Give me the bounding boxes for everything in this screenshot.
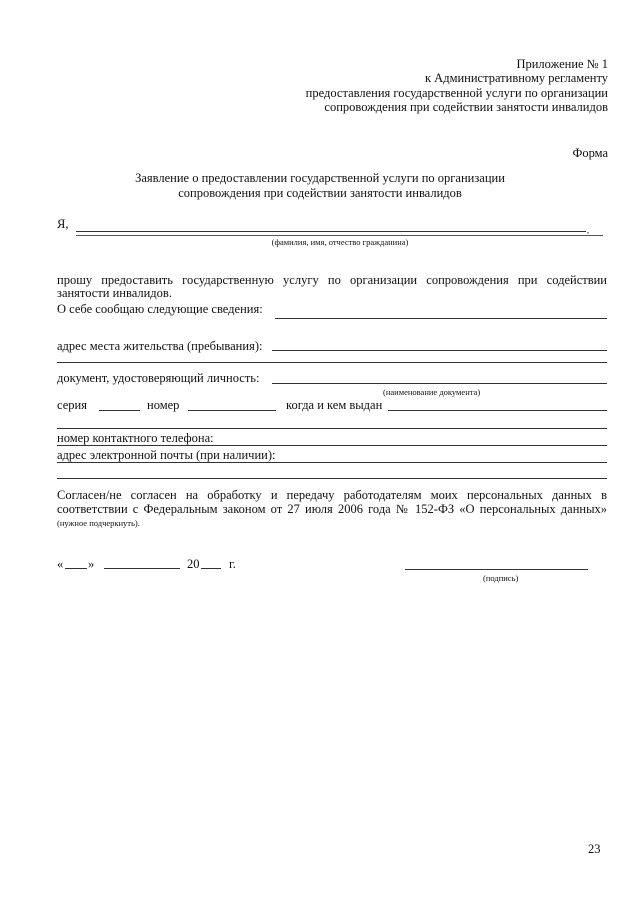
issued-by-field-line2[interactable] <box>57 428 607 429</box>
phone-label: номер контактного телефона: <box>57 431 214 445</box>
page-number: 23 <box>588 842 601 856</box>
series-field[interactable] <box>99 410 140 411</box>
email-field[interactable] <box>57 462 607 463</box>
address-field-line2[interactable] <box>57 362 607 363</box>
request-text-line1: прошу предоставить государственную услугу по организации сопровождения при содействии <box>57 273 607 287</box>
phone-field[interactable] <box>57 445 607 446</box>
email-label: адрес электронной почты (при наличии): <box>57 448 276 462</box>
number-label: номер <box>147 398 180 412</box>
about-self-field[interactable] <box>275 318 607 319</box>
appendix-service-line1: предоставления государственной услуги по организации <box>305 86 608 100</box>
id-document-field[interactable] <box>272 383 607 384</box>
date-day-field[interactable] <box>65 568 87 569</box>
signature-caption: (подпись) <box>483 573 519 583</box>
applicant-name-caption: (фамилия, имя, отчество гражданина) <box>271 237 409 247</box>
about-self-label: О себе сообщаю следующие сведения: <box>57 302 263 316</box>
form-label: Форма <box>572 146 608 160</box>
id-document-caption: (наименование документа) <box>383 387 481 397</box>
applicant-comma: , <box>587 225 590 235</box>
applicant-name-line[interactable] <box>76 231 586 232</box>
date-month-field[interactable] <box>104 568 180 569</box>
consent-text-line1: Согласен/не согласен на обработку и передачу работодателям моих персональных данных в <box>57 488 607 502</box>
id-document-label: документ, удостоверяющий личность: <box>57 371 260 385</box>
request-text-line2: занятости инвалидов. <box>57 286 172 300</box>
applicant-prefix: Я, <box>57 217 69 231</box>
consent-note: (нужное подчеркнуть). <box>57 518 140 528</box>
date-year-field[interactable] <box>201 568 221 569</box>
applicant-name-underline <box>76 235 603 236</box>
date-year-prefix: 20 <box>187 557 200 571</box>
issued-by-label: когда и кем выдан <box>286 398 383 412</box>
appendix-number: Приложение № 1 <box>516 57 608 71</box>
address-field[interactable] <box>272 350 607 351</box>
email-field-line2[interactable] <box>57 478 607 479</box>
appendix-service-line2: сопровождения при содействии занятости инвалидов <box>324 100 608 114</box>
date-quote-open: « <box>57 557 64 571</box>
series-label: серия <box>57 398 87 412</box>
document-title-line1: Заявление о предоставлении государственной услуги по организации <box>135 171 505 185</box>
date-quote-close: » <box>88 557 95 571</box>
address-label: адрес места жительства (пребывания): <box>57 339 263 353</box>
number-field[interactable] <box>188 410 276 411</box>
appendix-reference: к Административному регламенту <box>424 71 608 85</box>
date-year-suffix: г. <box>229 557 236 571</box>
signature-field[interactable] <box>405 569 588 570</box>
issued-by-field[interactable] <box>388 410 607 411</box>
document-title-line2: сопровождения при содействии занятости инвалидов <box>178 186 462 200</box>
consent-text-line2: соответствии с Федеральным законом от 27 июля 2006 года № 152-ФЗ «О персональных данных» <box>57 502 607 516</box>
